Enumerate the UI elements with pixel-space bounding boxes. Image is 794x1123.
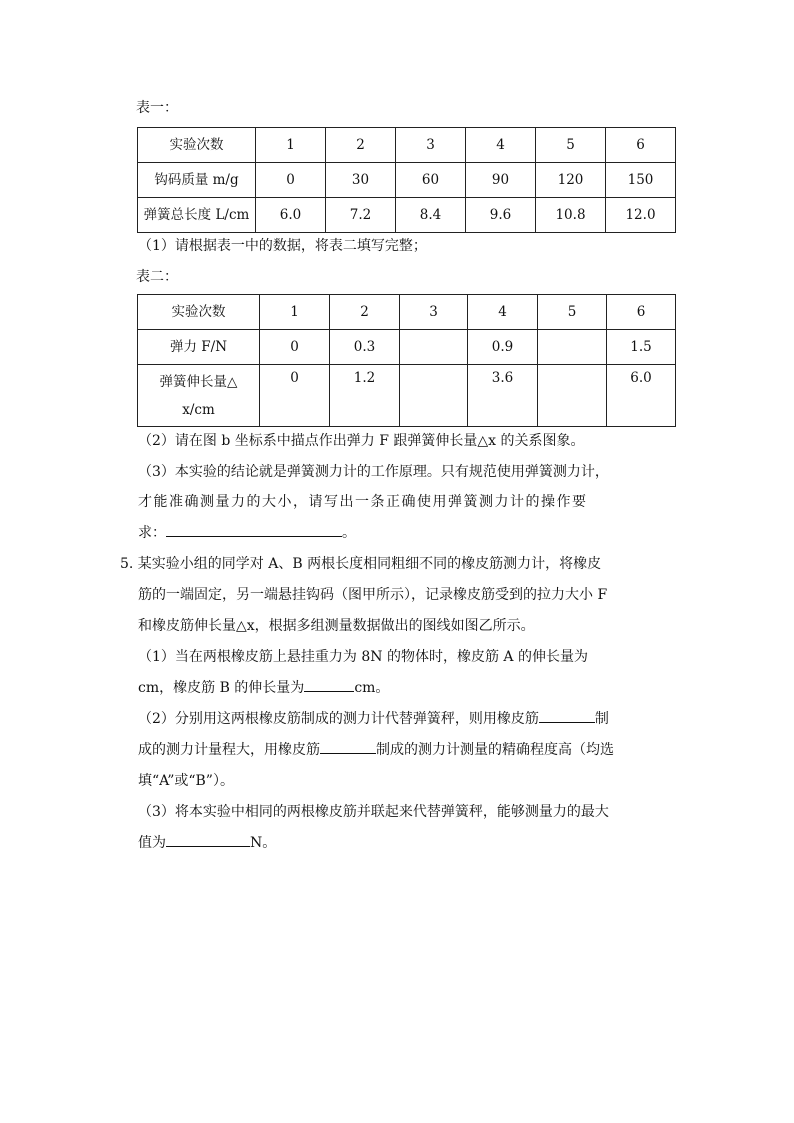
table2-cell: 0	[260, 330, 330, 365]
q5-part2-text: （2）分别用这两根橡皮筋制成的测力计代替弹簧秤，则用橡皮筋	[138, 711, 539, 727]
table1-cell: 3	[396, 128, 466, 163]
q5-stem-line1: 5. 某实验小组的同学对 A、B 两根长度相同粗细不同的橡皮筋测力计，将橡皮	[120, 556, 602, 572]
table1-cell: 1	[256, 128, 326, 163]
table1-cell: 5	[536, 128, 606, 163]
q4-part3-line3	[138, 522, 356, 542]
table1-label: 弹簧总长度 L/cm	[138, 198, 256, 233]
table1-cell: 2	[326, 128, 396, 163]
answer-blank[interactable]	[320, 739, 376, 754]
answer-blank[interactable]	[304, 677, 354, 692]
table1-label: 钩码质量 m/g	[138, 163, 256, 198]
table1-cell: 12.0	[606, 198, 676, 233]
table2-row-trial	[138, 295, 676, 330]
table2	[137, 294, 676, 427]
table2-cell: 6.0	[607, 365, 676, 427]
q4-part2: （2）请在图 b 坐标系中描点作出弹力 F 跟弹簧伸长量△x 的关系图象。	[138, 433, 585, 449]
q5-part3-line2	[138, 832, 276, 852]
q5-part1-line2	[138, 677, 389, 697]
answer-blank[interactable]	[539, 708, 595, 723]
table1-cell: 60	[396, 163, 466, 198]
table1-row-trial	[138, 128, 676, 163]
q5-part2-line1	[138, 708, 609, 728]
table2-cell: 0	[260, 365, 330, 427]
table2-label-line2: x/cm	[182, 401, 215, 418]
q5-part1-text: cm，橡皮筋 B 的伸长量为	[138, 680, 305, 696]
table2-cell-blank	[400, 330, 468, 365]
q5-stem-line2: 筋的一端固定，另一端悬挂钩码（图甲所示），记录橡皮筋受到的拉力大小 F	[138, 587, 608, 603]
q4-part3-text: 求：	[138, 525, 166, 541]
q5-part2-text-d: 制成的测力计测量的精确程度高（均选	[376, 742, 614, 758]
answer-blank[interactable]	[166, 832, 250, 847]
table1-cell: 6.0	[256, 198, 326, 233]
table2-cell: 5	[538, 295, 607, 330]
table2-cell: 3	[400, 295, 468, 330]
q5-part2-text-c: 成的测力计量程大，用橡皮筋	[138, 742, 320, 758]
table2-row-extension	[138, 365, 676, 427]
table1-cell: 150	[606, 163, 676, 198]
table2-cell: 1.5	[607, 330, 676, 365]
q5-part1-unit: cm。	[354, 680, 390, 696]
table1-cell: 9.6	[466, 198, 536, 233]
table2-label: 实验次数	[138, 295, 260, 330]
table2-label: 弹力 F/N	[138, 330, 260, 365]
table2-cell-blank	[538, 365, 607, 427]
table1-cell: 90	[466, 163, 536, 198]
q5-part3-unit: N。	[250, 835, 277, 851]
table2-cell: 2	[330, 295, 400, 330]
table2-cell-blank	[538, 330, 607, 365]
q5-part3-line1: （3）将本实验中相同的两根橡皮筋并联起来代替弹簧秤，能够测量力的最大	[138, 804, 609, 820]
table2-row-force	[138, 330, 676, 365]
q5-part2-text-b: 制	[594, 711, 609, 727]
table2-cell-blank	[400, 365, 468, 427]
table1-label: 实验次数	[138, 128, 256, 163]
table2-cell: 1.2	[330, 365, 400, 427]
table2-label	[138, 365, 260, 427]
q5-stem-line3: 和橡皮筋伸长量△x，根据多组测量数据做出的图线如图乙所示。	[138, 618, 535, 634]
q5-part3-text: 值为	[138, 835, 166, 851]
table2-cell: 0.9	[468, 330, 538, 365]
q4-part3-line2: 才能准确测量力的大小，请写出一条正确使用弹簧测力计的操作要	[138, 494, 588, 510]
table1-row-mass	[138, 163, 676, 198]
table1-row-length	[138, 198, 676, 233]
table1-cell: 10.8	[536, 198, 606, 233]
table1	[137, 127, 676, 233]
table1-cell: 30	[326, 163, 396, 198]
table1-cell: 120	[536, 163, 606, 198]
table1-cell: 8.4	[396, 198, 466, 233]
q4-part1: （1）请根据表一中的数据，将表二填写完整；	[138, 238, 427, 254]
q4-part3-end: 。	[342, 525, 356, 541]
table1-caption: 表一：	[136, 100, 178, 116]
table2-cell: 1	[260, 295, 330, 330]
q4-part3-line1: （3）本实验的结论就是弹簧测力计的工作原理。只有规范使用弹簧测力计，	[138, 464, 609, 480]
table2-cell: 3.6	[468, 365, 538, 427]
table2-cell: 6	[607, 295, 676, 330]
table1-cell: 7.2	[326, 198, 396, 233]
q5-part1-line1: （1）当在两根橡皮筋上悬挂重力为 8N 的物体时，橡皮筋 A 的伸长量为	[138, 649, 588, 665]
q5-part2-line3: 填“A”或“B”）。	[138, 773, 234, 789]
table1-cell: 6	[606, 128, 676, 163]
q5-part2-line2	[138, 739, 614, 759]
table1-cell: 4	[466, 128, 536, 163]
table2-cell: 4	[468, 295, 538, 330]
table2-cell: 0.3	[330, 330, 400, 365]
table1-cell: 0	[256, 163, 326, 198]
table2-label-line1: 弹簧伸长量△	[159, 373, 238, 390]
answer-blank[interactable]	[166, 522, 342, 537]
table2-caption: 表二：	[136, 269, 178, 285]
